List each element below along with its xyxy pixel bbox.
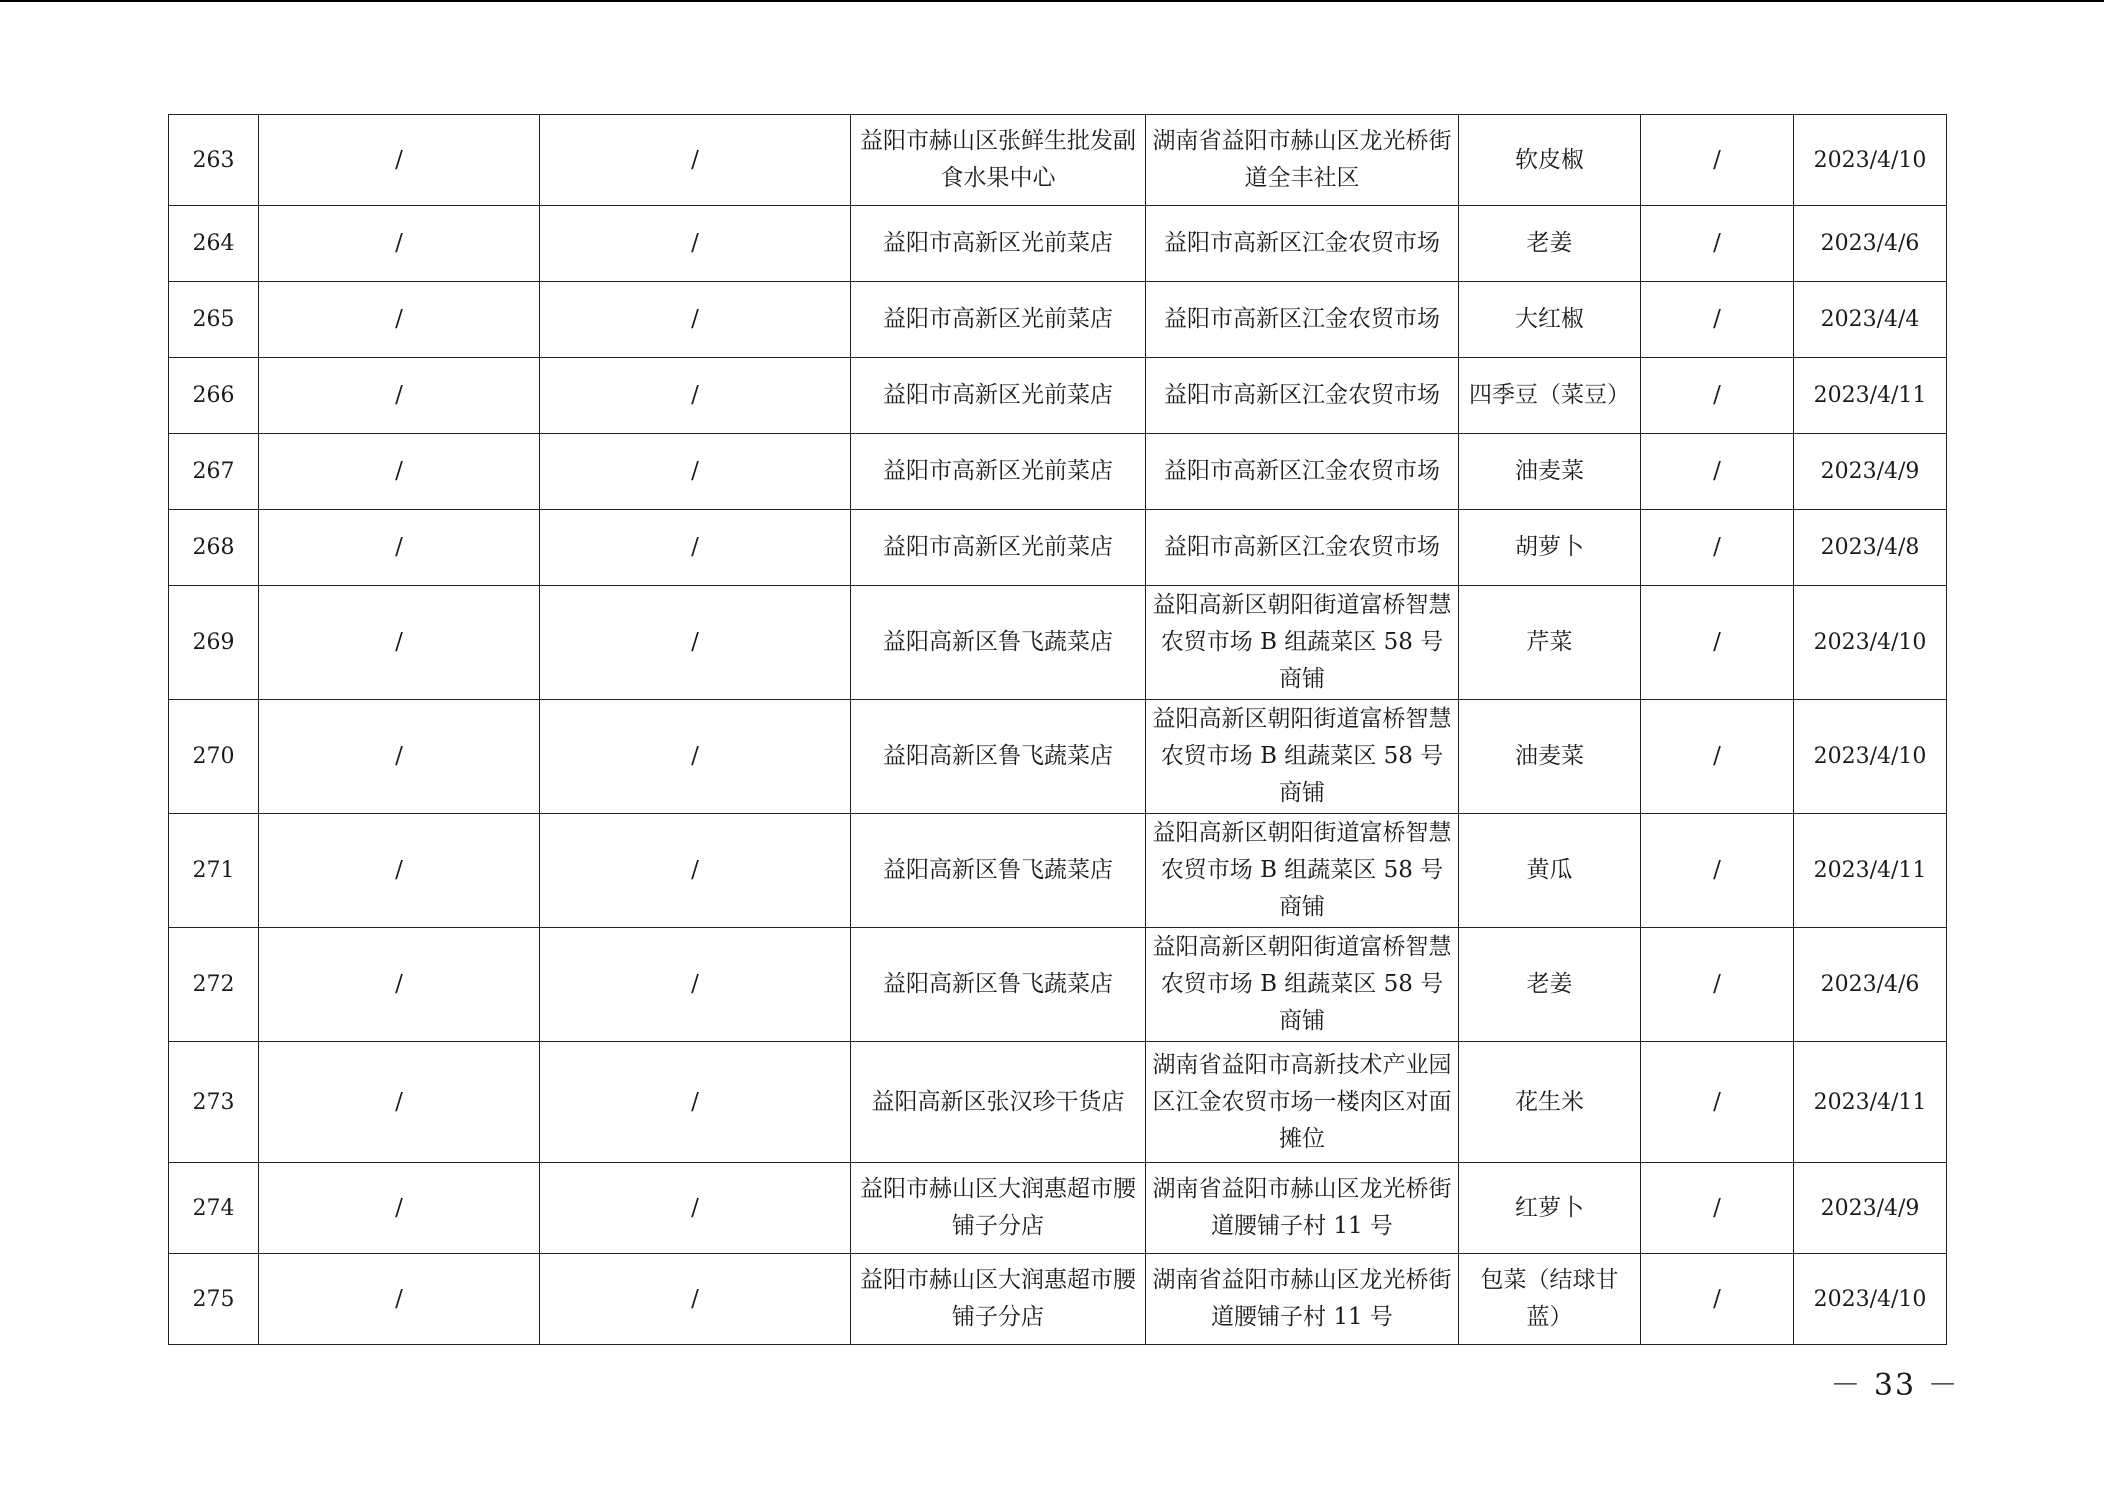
cell-column-3: / (540, 282, 851, 358)
cell-date: 2023/4/9 (1794, 434, 1947, 510)
cell-serial-number: 263 (169, 115, 259, 206)
cell-operator-name: 益阳市高新区光前菜店 (851, 282, 1146, 358)
cell-column-2: / (259, 928, 540, 1042)
cell-serial-number: 274 (169, 1163, 259, 1254)
table-row (169, 700, 1947, 814)
cell-column-3: / (540, 1163, 851, 1254)
cell-operator-address: 益阳市高新区江金农贸市场 (1146, 358, 1459, 434)
cell-column-2: / (259, 1163, 540, 1254)
cell-column-7: / (1641, 928, 1794, 1042)
cell-sample-name: 油麦菜 (1459, 434, 1641, 510)
table-row (169, 814, 1947, 928)
cell-date: 2023/4/6 (1794, 928, 1947, 1042)
cell-sample-name: 花生米 (1459, 1042, 1641, 1163)
cell-sample-name: 大红椒 (1459, 282, 1641, 358)
cell-column-3: / (540, 510, 851, 586)
cell-operator-address: 湖南省益阳市赫山区龙光桥街道全丰社区 (1146, 115, 1459, 206)
cell-column-3: / (540, 586, 851, 700)
cell-column-7: / (1641, 1042, 1794, 1163)
cell-column-3: / (540, 700, 851, 814)
cell-column-2: / (259, 586, 540, 700)
cell-sample-name: 包菜（结球甘蓝） (1459, 1254, 1641, 1345)
cell-operator-name: 益阳市高新区光前菜店 (851, 510, 1146, 586)
cell-operator-address: 益阳高新区朝阳街道富桥智慧农贸市场 B 组蔬菜区 58 号商铺 (1146, 700, 1459, 814)
cell-date: 2023/4/11 (1794, 358, 1947, 434)
cell-date: 2023/4/6 (1794, 206, 1947, 282)
table-row (169, 586, 1947, 700)
cell-date: 2023/4/9 (1794, 1163, 1947, 1254)
cell-serial-number: 268 (169, 510, 259, 586)
cell-column-7: / (1641, 814, 1794, 928)
cell-operator-name: 益阳高新区鲁飞蔬菜店 (851, 928, 1146, 1042)
cell-operator-name: 益阳市高新区光前菜店 (851, 434, 1146, 510)
cell-column-7: / (1641, 1163, 1794, 1254)
cell-column-2: / (259, 700, 540, 814)
cell-column-7: / (1641, 510, 1794, 586)
cell-operator-name: 益阳市赫山区大润惠超市腰铺子分店 (851, 1163, 1146, 1254)
table-row (169, 510, 1947, 586)
cell-column-3: / (540, 814, 851, 928)
cell-column-3: / (540, 358, 851, 434)
cell-operator-address: 益阳高新区朝阳街道富桥智慧农贸市场 B 组蔬菜区 58 号商铺 (1146, 586, 1459, 700)
cell-column-3: / (540, 206, 851, 282)
cell-column-2: / (259, 1042, 540, 1163)
cell-column-7: / (1641, 434, 1794, 510)
table-body (169, 115, 1947, 1345)
cell-operator-name: 益阳高新区鲁飞蔬菜店 (851, 700, 1146, 814)
cell-column-2: / (259, 1254, 540, 1345)
cell-column-2: / (259, 206, 540, 282)
cell-column-2: / (259, 814, 540, 928)
cell-serial-number: 275 (169, 1254, 259, 1345)
table-row (169, 282, 1947, 358)
cell-serial-number: 267 (169, 434, 259, 510)
cell-operator-address: 湖南省益阳市赫山区龙光桥街道腰铺子村 11 号 (1146, 1163, 1459, 1254)
cell-column-7: / (1641, 358, 1794, 434)
cell-operator-address: 益阳市高新区江金农贸市场 (1146, 282, 1459, 358)
table-row (169, 434, 1947, 510)
cell-date: 2023/4/11 (1794, 1042, 1947, 1163)
table-row (169, 115, 1947, 206)
table-row (169, 928, 1947, 1042)
cell-serial-number: 273 (169, 1042, 259, 1163)
cell-column-2: / (259, 434, 540, 510)
cell-column-7: / (1641, 700, 1794, 814)
cell-sample-name: 红萝卜 (1459, 1163, 1641, 1254)
table-row (169, 1042, 1947, 1163)
cell-serial-number: 266 (169, 358, 259, 434)
cell-column-7: / (1641, 586, 1794, 700)
cell-serial-number: 265 (169, 282, 259, 358)
cell-column-7: / (1641, 1254, 1794, 1345)
cell-operator-address: 益阳市高新区江金农贸市场 (1146, 206, 1459, 282)
cell-sample-name: 芹菜 (1459, 586, 1641, 700)
cell-column-3: / (540, 1042, 851, 1163)
cell-operator-address: 湖南省益阳市赫山区龙光桥街道腰铺子村 11 号 (1146, 1254, 1459, 1345)
cell-operator-name: 益阳市赫山区大润惠超市腰铺子分店 (851, 1254, 1146, 1345)
page-number: － 33 － (1830, 1368, 1960, 1403)
cell-sample-name: 软皮椒 (1459, 115, 1641, 206)
cell-serial-number: 272 (169, 928, 259, 1042)
table-row (169, 358, 1947, 434)
cell-operator-name: 益阳市高新区光前菜店 (851, 206, 1146, 282)
cell-operator-address: 湖南省益阳市高新技术产业园区江金农贸市场一楼肉区对面摊位 (1146, 1042, 1459, 1163)
cell-column-3: / (540, 1254, 851, 1345)
cell-sample-name: 油麦菜 (1459, 700, 1641, 814)
cell-operator-address: 益阳市高新区江金农贸市场 (1146, 434, 1459, 510)
cell-serial-number: 270 (169, 700, 259, 814)
cell-column-7: / (1641, 115, 1794, 206)
cell-column-7: / (1641, 206, 1794, 282)
cell-date: 2023/4/8 (1794, 510, 1947, 586)
table-row (169, 206, 1947, 282)
table-row (169, 1254, 1947, 1345)
cell-operator-name: 益阳高新区张汉珍干货店 (851, 1042, 1146, 1163)
cell-serial-number: 264 (169, 206, 259, 282)
cell-column-2: / (259, 358, 540, 434)
cell-sample-name: 胡萝卜 (1459, 510, 1641, 586)
cell-column-2: / (259, 510, 540, 586)
cell-date: 2023/4/10 (1794, 1254, 1947, 1345)
table-row (169, 1163, 1947, 1254)
cell-operator-name: 益阳市高新区光前菜店 (851, 358, 1146, 434)
cell-date: 2023/4/10 (1794, 700, 1947, 814)
cell-date: 2023/4/4 (1794, 282, 1947, 358)
cell-date: 2023/4/10 (1794, 586, 1947, 700)
cell-column-7: / (1641, 282, 1794, 358)
cell-column-2: / (259, 282, 540, 358)
cell-operator-name: 益阳高新区鲁飞蔬菜店 (851, 814, 1146, 928)
cell-sample-name: 四季豆（菜豆） (1459, 358, 1641, 434)
cell-date: 2023/4/10 (1794, 115, 1947, 206)
cell-column-3: / (540, 434, 851, 510)
cell-column-2: / (259, 115, 540, 206)
sampling-results-table (168, 114, 1947, 1345)
cell-operator-address: 益阳市高新区江金农贸市场 (1146, 510, 1459, 586)
cell-sample-name: 老姜 (1459, 928, 1641, 1042)
cell-sample-name: 老姜 (1459, 206, 1641, 282)
cell-sample-name: 黄瓜 (1459, 814, 1641, 928)
cell-column-3: / (540, 115, 851, 206)
cell-serial-number: 269 (169, 586, 259, 700)
cell-date: 2023/4/11 (1794, 814, 1947, 928)
cell-serial-number: 271 (169, 814, 259, 928)
top-border-line (0, 0, 2104, 2)
cell-operator-name: 益阳市赫山区张鲜生批发副食水果中心 (851, 115, 1146, 206)
cell-operator-name: 益阳高新区鲁飞蔬菜店 (851, 586, 1146, 700)
cell-operator-address: 益阳高新区朝阳街道富桥智慧农贸市场 B 组蔬菜区 58 号商铺 (1146, 928, 1459, 1042)
cell-column-3: / (540, 928, 851, 1042)
cell-operator-address: 益阳高新区朝阳街道富桥智慧农贸市场 B 组蔬菜区 58 号商铺 (1146, 814, 1459, 928)
